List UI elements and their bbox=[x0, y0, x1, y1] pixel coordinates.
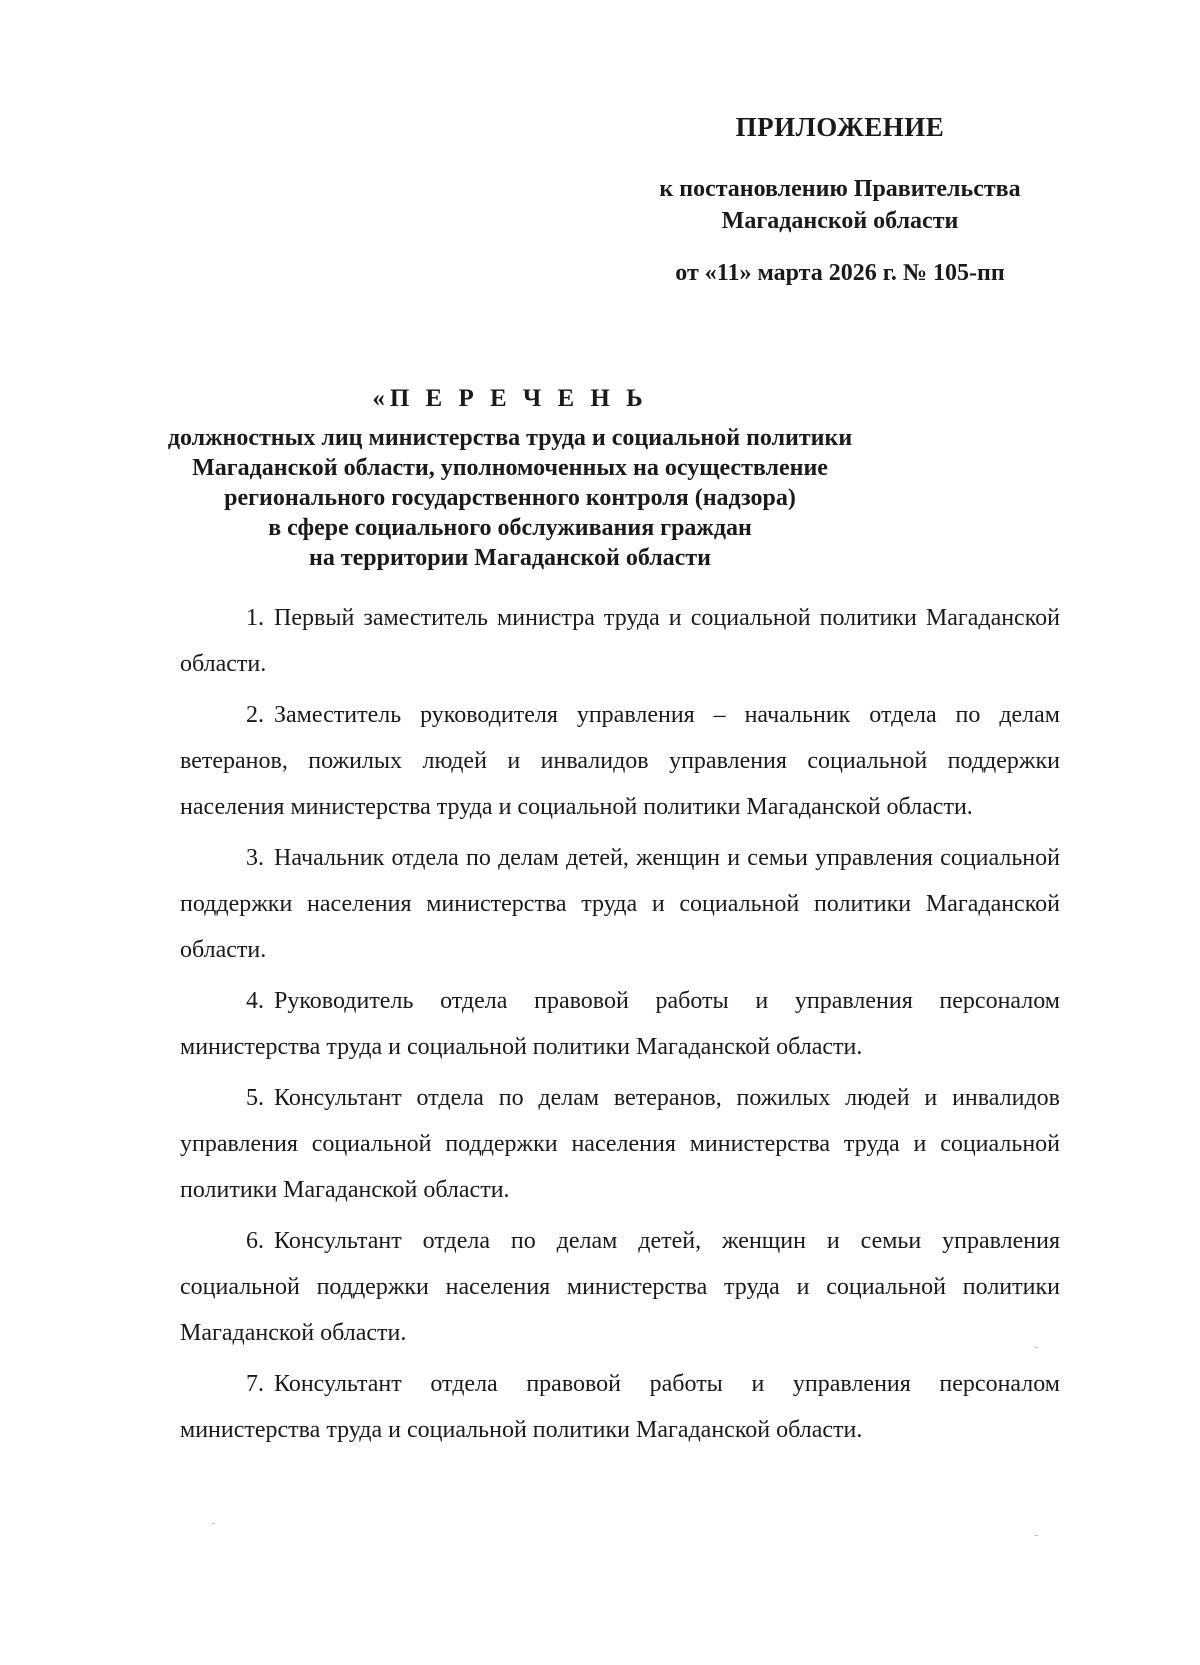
item-text: Заместитель руководителя управления – начальник отдела по делам ветеранов, пожилых людей и инвалидов управления социальной поддержки населения министерства труда и социальной политики Магаданской области. bbox=[180, 702, 1060, 820]
item-number: 5. bbox=[246, 1085, 264, 1111]
positions-list bbox=[180, 595, 1060, 1458]
appendix-title: ПРИЛОЖЕНИЕ bbox=[735, 112, 945, 142]
list-item bbox=[180, 595, 1060, 687]
list-item bbox=[180, 1218, 1060, 1356]
item-text: Начальник отдела по делам детей, женщин и семьи управления социальной поддержки населения министерства труда и социальной политики Магаданской области. bbox=[180, 845, 1060, 963]
scan-speck bbox=[212, 1523, 215, 1524]
appendix-block bbox=[620, 112, 1060, 289]
item-text: Консультант отдела правовой работы и управления персоналом министерства труда и социальной политики Магаданской области. bbox=[180, 1371, 1060, 1443]
list-item bbox=[180, 1361, 1060, 1453]
list-item bbox=[180, 692, 1060, 830]
heading-line: регионального государственного контроля (надзора) bbox=[224, 485, 796, 511]
item-text: Консультант отдела по делам ветеранов, пожилых людей и инвалидов управления социальной поддержки населения министерства труда и социальной политики Магаданской области. bbox=[180, 1085, 1060, 1203]
heading-line: Магаданской области, уполномоченных на осуществление bbox=[192, 455, 828, 481]
heading-line: в сфере социального обслуживания граждан bbox=[268, 515, 752, 541]
appendix-date: от «11» марта 2026 г. № 105-пп bbox=[675, 260, 1005, 286]
item-number: 2. bbox=[246, 702, 264, 728]
heading-line: на территории Магаданской области bbox=[309, 545, 711, 571]
item-number: 7. bbox=[246, 1371, 264, 1397]
list-heading bbox=[150, 385, 870, 573]
heading-line: должностных лиц министерства труда и социальной политики bbox=[167, 425, 853, 451]
list-item bbox=[180, 835, 1060, 973]
item-text: Руководитель отдела правовой работы и управления персоналом министерства труда и социальной политики Магаданской области. bbox=[180, 988, 1060, 1060]
appendix-region-line: Магаданской области bbox=[721, 208, 959, 234]
item-number: 4. bbox=[246, 988, 264, 1014]
appendix-resolution-line: к постановлению Правительства bbox=[659, 176, 1021, 202]
scan-speck bbox=[1035, 1535, 1038, 1536]
item-number: 3. bbox=[246, 845, 264, 871]
item-text: Консультант отдела по делам детей, женщин и семьи управления социальной поддержки населения министерства труда и социальной политики Магаданской области. bbox=[180, 1228, 1060, 1346]
item-text: Первый заместитель министра труда и социальной политики Магаданской области. bbox=[180, 605, 1060, 677]
list-item bbox=[180, 1075, 1060, 1213]
list-item bbox=[180, 978, 1060, 1070]
item-number: 6. bbox=[246, 1228, 264, 1254]
item-number: 1. bbox=[246, 605, 264, 631]
scan-speck bbox=[1035, 1347, 1038, 1348]
heading-title: «П Е Р Е Ч Е Н Ь bbox=[372, 385, 648, 412]
